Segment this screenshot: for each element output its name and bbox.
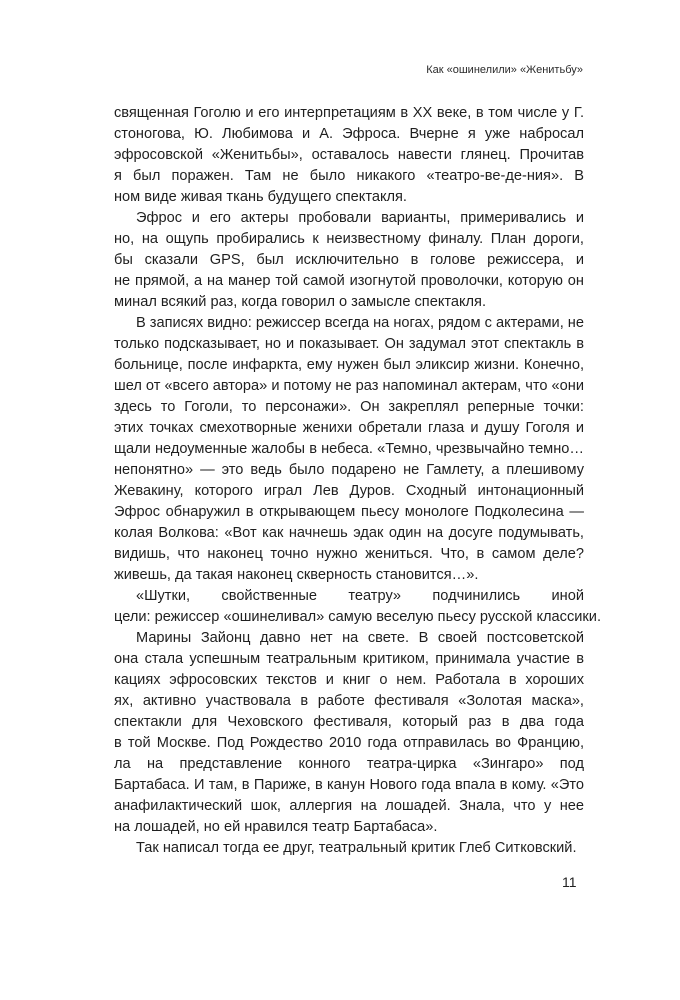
text-line: цели: режиссер «ошинеливал» самую веселую пьесу русской классики. xyxy=(114,609,602,625)
text-line: минал всякий раз, когда говорил о замысле спектакля. xyxy=(114,294,487,310)
text-line: в той Москве. Под Рождество 2010 года отправилась во Францию, xyxy=(114,735,584,751)
text-line: эфросовской «Женитьбы», оставалось навести глянец. Прочитав xyxy=(114,147,584,163)
text-line: на лошадей, но ей нравился театр Бартабаса». xyxy=(114,819,438,835)
text-line: ях, активно участвовала в работе фестиваля «Золотая маска», xyxy=(114,693,584,709)
body-text xyxy=(114,103,602,859)
text-line: Так написал тогда ее друг, театральный критик Глеб Ситковский. xyxy=(136,840,577,856)
text-line: Бартабаса. И там, в Париже, в канун Нового года впала в кому. «Это xyxy=(114,777,584,793)
text-line: только подсказывает, но и показывает. Он задумал этот спектакль в xyxy=(114,336,584,352)
text-line: этих точках смехотворные женихи обретали глаза и душу Гоголя и xyxy=(114,420,584,436)
text-line: Эфрос и его актеры пробовали варианты, примеривались и xyxy=(136,210,584,226)
text-line: анафилактический шок, аллергия на лошадей. Знала, что у нее xyxy=(114,798,584,814)
text-line: шел от «всего автора» и потому не раз напоминал актерам, что «они xyxy=(114,378,584,394)
text-line: но, на ощупь пробирались к неизвестному финалу. План дороги, xyxy=(114,231,584,247)
text-line: священная Гоголю и его интерпретациям в XX веке, в том числе у Г. xyxy=(114,105,584,121)
text-line: она стала успешным театральным критиком, принимала участие в xyxy=(114,651,584,667)
text-line: не прямой, а на манер той самой изогнутой проволочки, которую он xyxy=(114,273,584,289)
text-line: бы сказали GPS, был исключительно в голове режиссера, и xyxy=(114,252,584,268)
text-line: «Шутки, свойственные театру» подчинились иной xyxy=(136,588,584,604)
running-header: Как «ошинелили» «Женитьбу» xyxy=(426,64,583,76)
text-line: В записях видно: режиссер всегда на ногах, рядом с актерами, не xyxy=(136,315,584,331)
text-line: ла на представление конного театра-цирка «Зингаро» под xyxy=(114,756,584,772)
text-line: стоногова, Ю. Любимова и А. Эфроса. Вчерне я уже набросал xyxy=(114,126,584,142)
text-line: колая Волкова: «Вот как начнешь эдак один на досуге подумывать, xyxy=(114,525,584,541)
text-line: непонятно» — это ведь было подарено не Гамлету, а плешивому xyxy=(114,462,584,478)
text-line: Эфрос обнаружил в открывающем пьесу монологе Подколесина — xyxy=(114,504,584,520)
page-number: 11 xyxy=(562,874,577,890)
text-line: Марины Зайонц давно нет на свете. В своей постсоветской xyxy=(136,630,584,646)
text-line: здесь то Гоголи, то персонажи». Он закреплял реперные точки: xyxy=(114,399,584,415)
text-line: кациях эфросовских текстов и книг о нем. Работала в хороших xyxy=(114,672,584,688)
text-line: Жевакину, которого играл Лев Дуров. Сходный интонационный xyxy=(114,483,584,499)
text-line: щали недоуменные жалобы в небеса. «Темно, чрезвычайно темно… xyxy=(114,441,584,457)
text-line: больнице, после инфаркта, ему нужен был эликсир жизни. Конечно, xyxy=(114,357,584,373)
text-line: живешь, да такая наконец скверность становится…». xyxy=(114,567,479,583)
text-line: ном виде живая ткань будущего спектакля. xyxy=(114,189,407,205)
text-line: я был поражен. Там не было никакого «театро-ве-де-ния». В xyxy=(114,168,584,184)
text-line: спектакли для Чеховского фестиваля, который раз в два года xyxy=(114,714,584,730)
text-line: видишь, что наконец точно нужно жениться. Что, в самом деле? xyxy=(114,546,584,562)
